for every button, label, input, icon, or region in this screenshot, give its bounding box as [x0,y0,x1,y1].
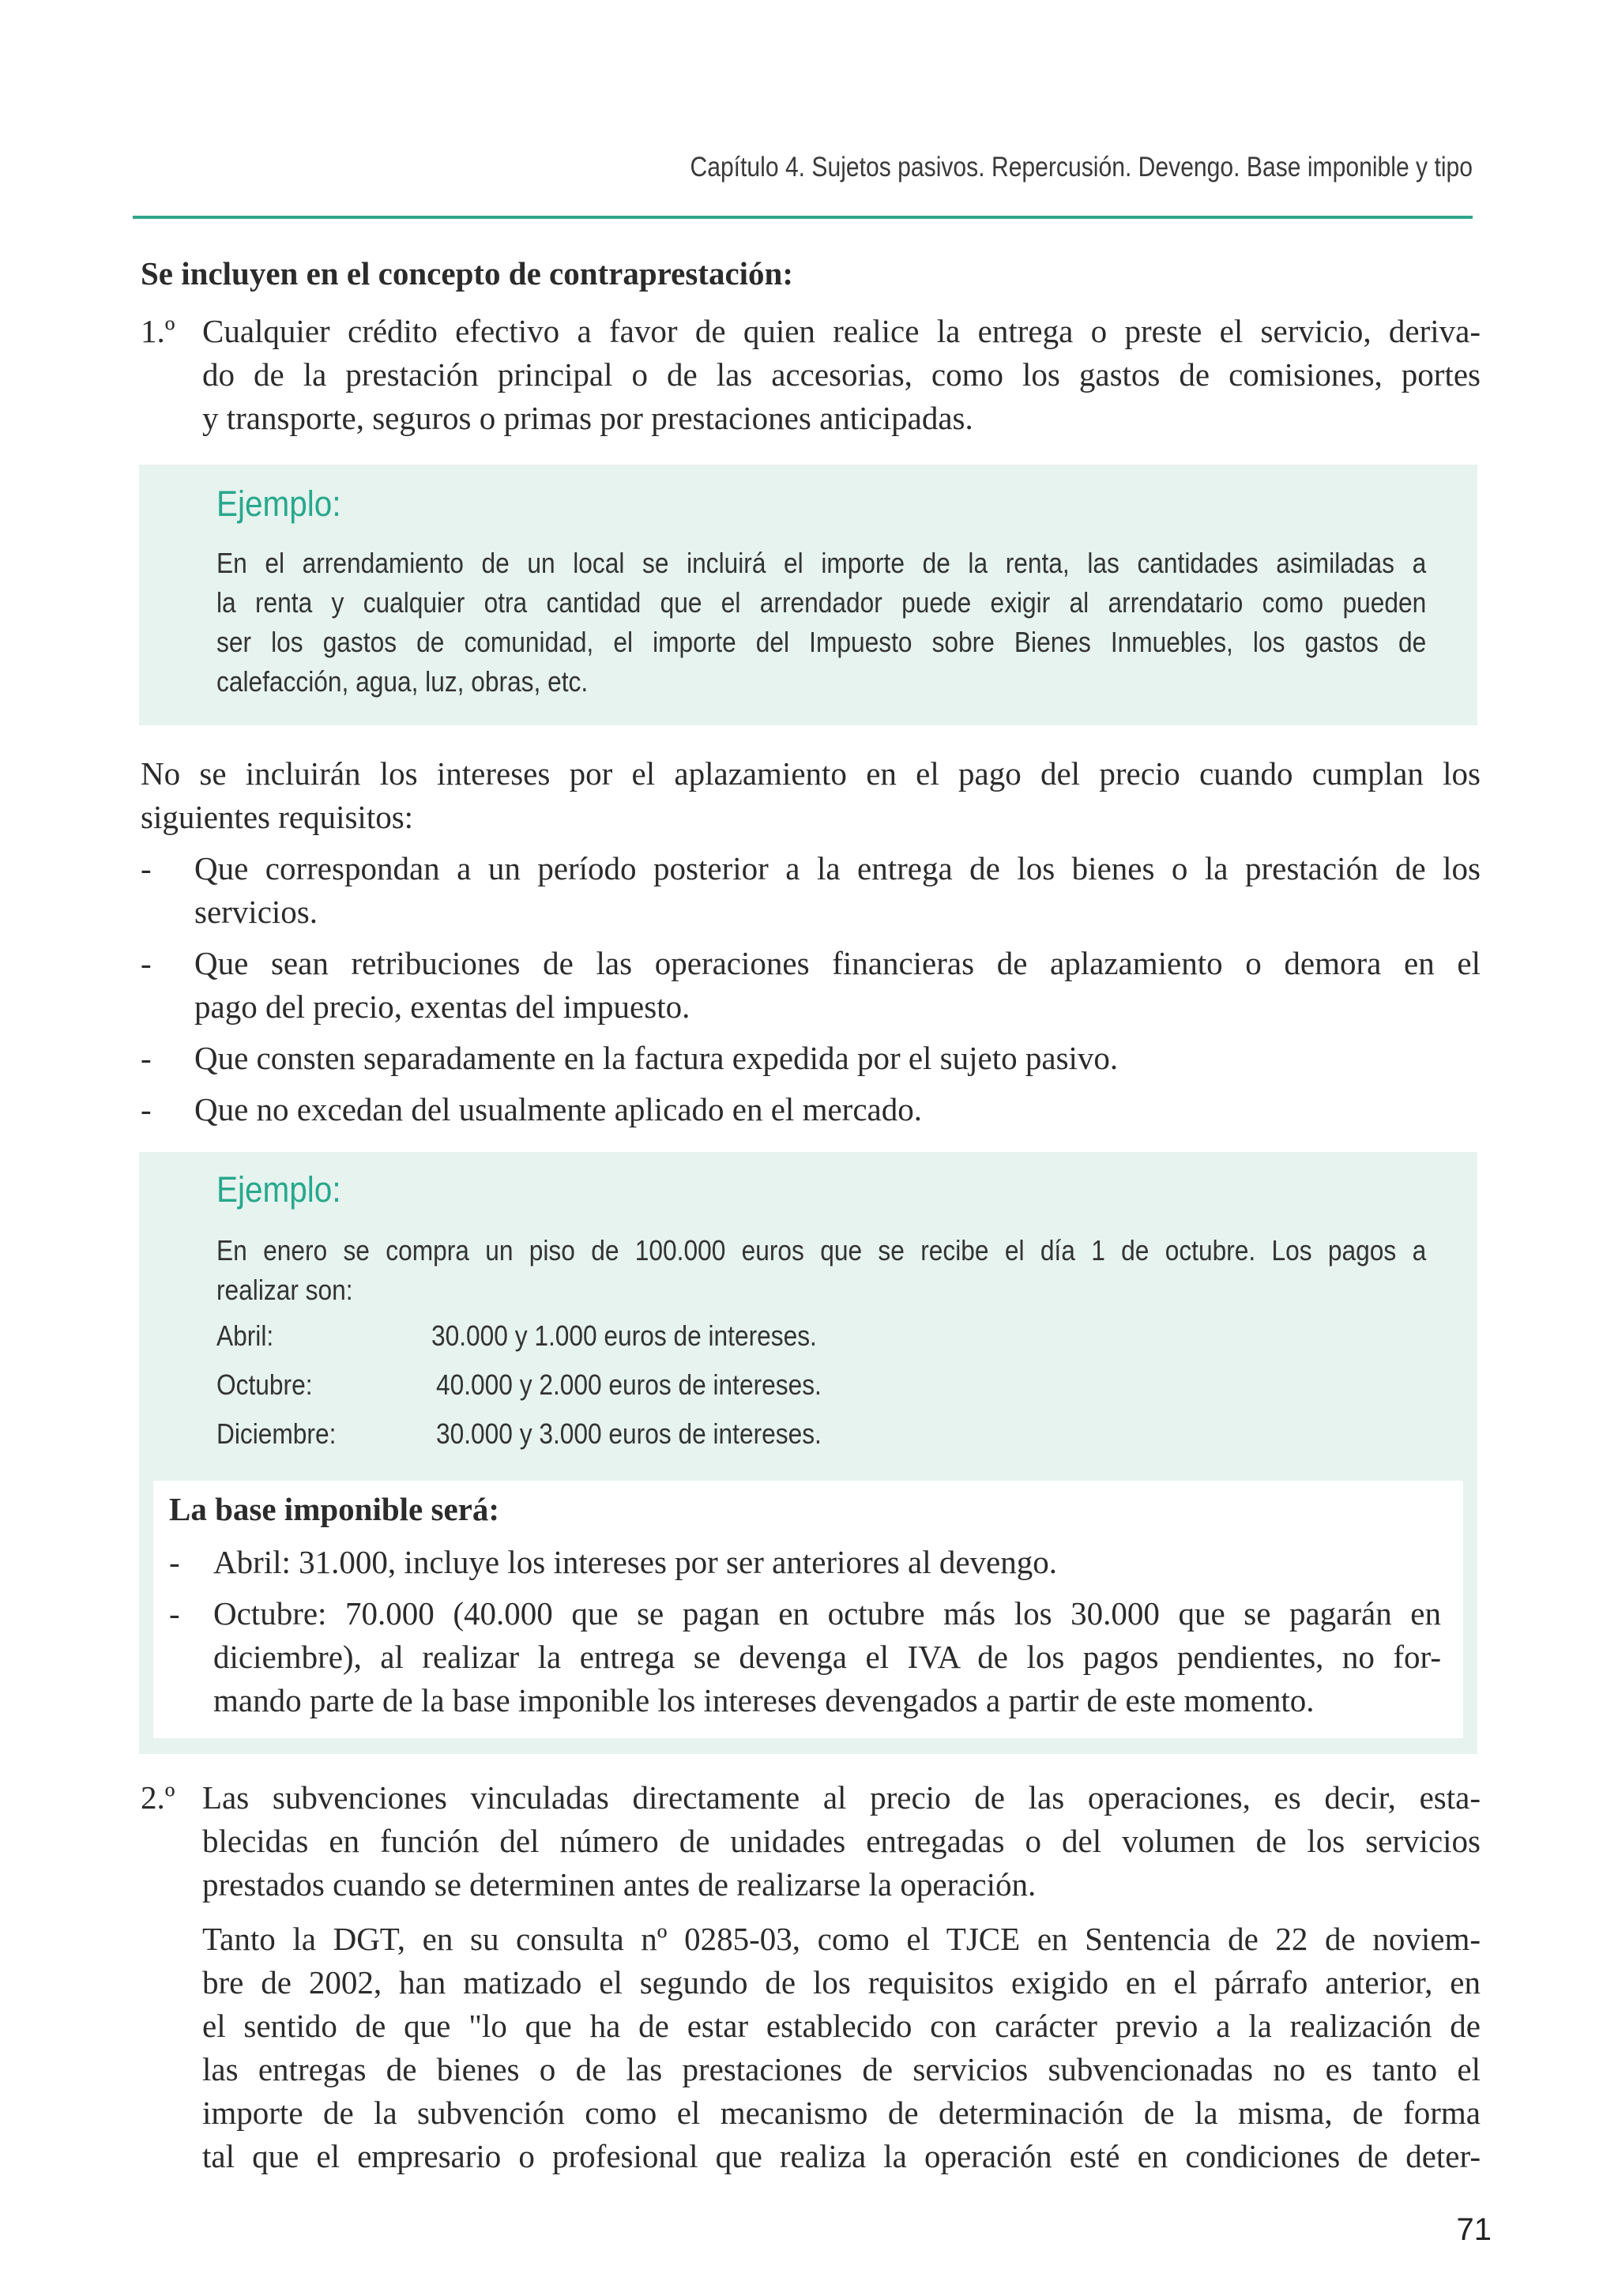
payment-value: 40.000 y 2.000 euros de intereses. [436,1368,822,1401]
text-line: el sentido de que "lo que ha de estar establecido con carácter previo a la realización de [202,2008,1481,2044]
example-box-1 [139,465,1477,725]
list-item-1 [141,310,1481,440]
list-item [141,1088,1481,1131]
page-number: 71 [1456,2212,1492,2247]
text-line: En el arrendamiento de un local se incluirá el importe de la renta, las cantidades asimiladas a [216,547,1427,579]
example-title: Ejemplo: [216,1169,341,1210]
item-text [202,1776,1481,1906]
interest-paragraph [141,752,1481,839]
text-line: Abril: 31.000, incluye los intereses por ser anteriores al devengo. [213,1544,1057,1580]
list-item-2 [141,1776,1481,2178]
text-line: servicios. [194,894,318,930]
text-line: prestados cuando se determinen antes de realizarse la operación. [202,1866,1037,1903]
item-number: 1.º [141,313,175,349]
paragraph-text [141,752,1481,839]
list-item [141,942,1481,1029]
list-item [169,1592,1441,1722]
payment-label: Diciembre: [216,1417,337,1450]
requirements-list [141,847,1481,1139]
text-line: siguientes requisitos: [141,799,414,835]
text-line: realizar son: [216,1274,353,1306]
text-line: Octubre: 70.000 (40.000 que se pagan en octubre más los 30.000 que se pagarán en [213,1595,1441,1632]
text-line: mando parte de la base imponible los intereses devengados a partir de este momento. [213,1682,1315,1718]
dash-marker: - [169,1544,180,1580]
running-header: Capítulo 4. Sujetos pasivos. Repercusión. Devengo. Base imponible y tipo [690,152,1473,183]
dash-marker: - [141,850,152,886]
example-title: Ejemplo: [216,484,341,524]
header-rule [133,216,1473,219]
payment-value: 30.000 y 1.000 euros de intereses. [431,1319,817,1352]
result-panel [153,1481,1463,1738]
text-line: y transporte, seguros o primas por prestaciones anticipadas. [202,400,973,436]
text-line: importe de la subvención como el mecanismo de determinación de la misma, de forma [202,2095,1481,2131]
text-line: Que correspondan a un período posterior a la entrega de los bienes o la prestación de los [194,850,1481,886]
text-line: bre de 2002, han matizado el segundo de los requisitos exigido en el párrafo anterior, en [202,1964,1481,2001]
text-line: las entregas de bienes o de las prestaciones de servicios subvencionadas no es tanto el [202,2051,1481,2087]
text-line: ser los gastos de comunidad, el importe del Impuesto sobre Bienes Inmuebles, los gastos de [216,626,1427,658]
result-heading: La base imponible será: [169,1491,499,1527]
text-line: Tanto la DGT, en su consulta nº 0285-03, como el TJCE en Sentencia de 22 de noviem- [202,1921,1481,1957]
text-line: Que no excedan del usualmente aplicado en el mercado. [194,1091,922,1127]
text-line: la renta y cualquier otra cantidad que el arrendador puede exigir al arrendatario como pueden [216,586,1427,619]
payment-label: Octubre: [216,1368,313,1401]
dash-marker: - [141,945,152,981]
example-box-2 [139,1152,1477,1754]
list-item [141,1037,1481,1080]
example-intro [216,1231,1427,1310]
text-line: En enero se compra un piso de 100.000 euros que se recibe el día 1 de octubre. Los pagos a [216,1234,1427,1267]
text-line: do de la prestación principal o de las accesorias, como los gastos de comisiones, portes [202,356,1481,393]
text-line: Cualquier crédito efectivo a favor de quien realice la entrega o preste el servicio, deriva- [202,313,1481,349]
item-continuation [202,1918,1481,2178]
dash-marker: - [169,1595,180,1632]
item-number: 2.º [141,1779,175,1816]
payment-value: 30.000 y 3.000 euros de intereses. [436,1417,822,1450]
list-item [141,847,1481,934]
text-line: blecidas en función del número de unidades entregadas o del volumen de los servicios [202,1823,1481,1859]
text-line: Que consten separadamente en la factura expedida por el sujeto pasivo. [194,1040,1119,1076]
dash-marker: - [141,1040,152,1076]
text-line: calefacción, agua, luz, obras, etc. [216,665,589,698]
text-line: tal que el empresario o profesional que realiza la operación esté en condiciones de deter- [202,2138,1481,2174]
text-line: pago del precio, exentas del impuesto. [194,988,690,1025]
list-item [169,1541,1441,1584]
text-line: No se incluirán los intereses por el aplazamiento en el pago del precio cuando cumplan los [141,755,1481,792]
text-line: Las subvenciones vinculadas directamente al precio de las operaciones, es decir, esta- [202,1779,1481,1816]
example-body [216,544,1427,702]
dash-marker: - [141,1091,152,1127]
text-line: diciembre), al realizar la entrega se devenga el IVA de los pagos pendientes, no for- [213,1639,1441,1675]
section-heading: Se incluyen en el concepto de contraprestación: [141,255,793,292]
text-line: Que sean retribuciones de las operaciones financieras de aplazamiento o demora en el [194,945,1481,981]
item-text [202,310,1481,440]
payment-label: Abril: [216,1319,274,1352]
results-list [169,1541,1441,1730]
